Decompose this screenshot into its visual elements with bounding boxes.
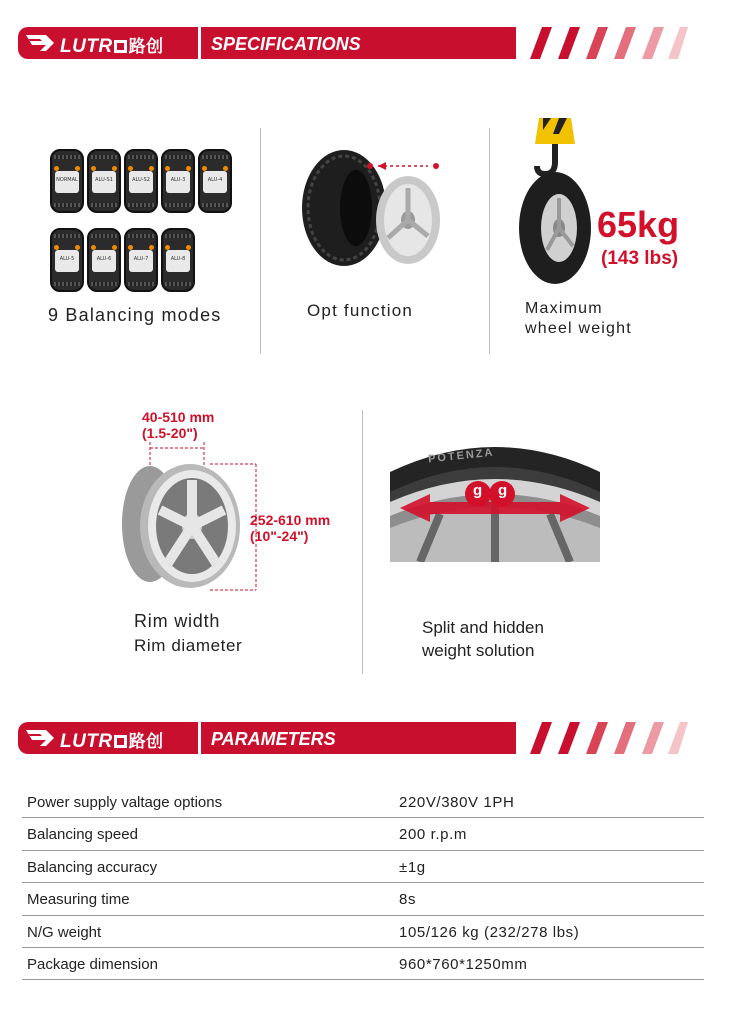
balancing-mode-label: ALU-S2: [132, 177, 150, 183]
balancing-mode-tire: [124, 228, 158, 292]
specifications-banner: [18, 27, 678, 59]
logo-o-mark: [114, 735, 127, 748]
parameters-table: [22, 786, 704, 980]
balancing-mode-label: ALU-S1: [95, 177, 113, 183]
weight-dot: [128, 166, 133, 171]
feature-divider: [489, 128, 490, 354]
lutro-swoosh-icon: [26, 728, 58, 748]
tire-tread: [165, 203, 191, 207]
decorative-stripes: [518, 722, 688, 754]
balancing-mode-label: ALU-4: [207, 177, 223, 183]
balancing-mode-tire: [50, 228, 84, 292]
balancing-mode-label: ALU-5: [59, 256, 75, 262]
table-row: [22, 883, 704, 915]
table-row: [22, 818, 704, 850]
balancing-mode-tire: [161, 149, 195, 213]
lutro-swoosh-icon: [26, 33, 58, 53]
rim-illustration: [110, 440, 260, 600]
tire-tread: [91, 155, 117, 159]
brand-logo: [18, 722, 198, 754]
brand-logo-text: LUTR 路创: [60, 36, 164, 57]
split-weight-caption-line1: Split and hidden: [422, 618, 544, 637]
rim-width-caption: Rim width: [134, 611, 221, 631]
parameter-value: 200 r.p.m: [399, 826, 467, 844]
tire-tread: [165, 234, 191, 238]
brand-logo-text: LUTR 路创: [60, 731, 164, 752]
tire-tread: [128, 234, 154, 238]
balancing-mode-label: NORMAL: [56, 177, 78, 183]
section-title-box: [201, 27, 516, 59]
rim-width-mm: 40-510 mm: [142, 409, 215, 425]
split-badge-left: g: [473, 482, 483, 499]
feature-divider: [362, 410, 363, 674]
section-title: SPECIFICATIONS: [211, 34, 361, 54]
weight-dot: [54, 166, 59, 171]
rim-diameter-in: (10"-24"): [250, 528, 309, 544]
weight-dot: [186, 245, 191, 250]
tire-brand-text: POTENZA: [427, 446, 496, 466]
tire-tread: [128, 203, 154, 207]
weight-dot: [149, 166, 154, 171]
weight-dot: [165, 166, 170, 171]
parameter-label: Measuring time: [27, 891, 130, 909]
weight-dot: [91, 166, 96, 171]
rim-diameter-mm: 252-610 mm: [250, 512, 331, 528]
rim-diameter-caption: Rim diameter: [134, 636, 243, 655]
split-weight-caption-line2: weight solution: [422, 641, 535, 660]
weight-dot: [112, 166, 117, 171]
weight-dot: [54, 245, 59, 250]
parameter-value: 960*760*1250mm: [399, 955, 528, 973]
balancing-modes-caption: 9 Balancing modes: [48, 305, 222, 325]
tire-tread: [202, 155, 228, 159]
split-badge-right: g: [498, 482, 508, 499]
table-row: [22, 948, 704, 980]
weight-dot: [186, 166, 191, 171]
tire-tread: [54, 282, 80, 286]
max-weight-lbs: (143 lbs): [601, 248, 679, 269]
max-weight-kg: 65kg: [597, 204, 680, 245]
tire-tread: [128, 282, 154, 286]
max-weight-caption-line2: wheel weight: [525, 320, 632, 337]
decorative-stripes: [518, 27, 688, 59]
balancing-mode-label: ALU-7: [133, 256, 149, 262]
balancing-mode-tire: [124, 149, 158, 213]
balancing-mode-label: ALU-3: [170, 177, 186, 183]
weight-dot: [91, 245, 96, 250]
balancing-mode-tire: [198, 149, 232, 213]
parameter-value: ±1g: [399, 858, 426, 876]
rim-width-in: (1.5-20"): [142, 425, 198, 441]
tire-tread: [54, 155, 80, 159]
balancing-mode-tire: [87, 228, 121, 292]
tire-tread: [202, 203, 228, 207]
parameter-label: Balancing speed: [27, 826, 138, 844]
weight-dot: [112, 245, 117, 250]
weight-dot: [223, 166, 228, 171]
weight-dot: [128, 245, 133, 250]
tire-tread: [165, 282, 191, 286]
balancing-mode-tire: [50, 149, 84, 213]
weight-dot: [149, 245, 154, 250]
section-title: PARAMETERS: [211, 729, 336, 749]
brand-logo: [18, 27, 198, 59]
table-row: [22, 916, 704, 948]
tire-tread: [91, 203, 117, 207]
weight-dot: [75, 166, 80, 171]
feature-divider: [260, 128, 261, 354]
tire-tread: [91, 234, 117, 238]
parameter-value: 105/126 kg (232/278 lbs): [399, 923, 580, 941]
tire-tread: [54, 234, 80, 238]
table-row: [22, 786, 704, 818]
crane-hook-tire-illustration: [515, 118, 593, 288]
tire-tread: [91, 282, 117, 286]
weight-dot: [202, 166, 207, 171]
opt-function-caption: Opt function: [307, 301, 414, 320]
tire-tread: [165, 155, 191, 159]
parameter-label: Balancing accuracy: [27, 858, 158, 876]
tire-tread: [128, 155, 154, 159]
section-title-box: [201, 722, 516, 754]
balancing-mode-label: ALU-6: [96, 256, 112, 262]
max-weight-caption-line1: Maximum: [525, 300, 603, 317]
balancing-mode-tire: [87, 149, 121, 213]
parameter-label: N/G weight: [27, 923, 102, 941]
parameter-label: Package dimension: [27, 955, 158, 973]
tire-tread: [54, 203, 80, 207]
parameter-value: 8s: [399, 891, 417, 909]
balancing-mode-tire: [161, 228, 195, 292]
weight-dot: [165, 245, 170, 250]
parameter-value: 220V/380V 1PH: [399, 794, 515, 811]
balancing-mode-label: ALU-8: [170, 256, 186, 262]
table-row: [22, 851, 704, 883]
parameter-label: Power supply valtage options: [27, 794, 223, 811]
weight-dot: [75, 245, 80, 250]
opt-function-illustration: [300, 148, 465, 268]
logo-o-mark: [114, 40, 127, 53]
parameters-banner: [18, 722, 678, 754]
split-weight-illustration: [390, 432, 600, 562]
